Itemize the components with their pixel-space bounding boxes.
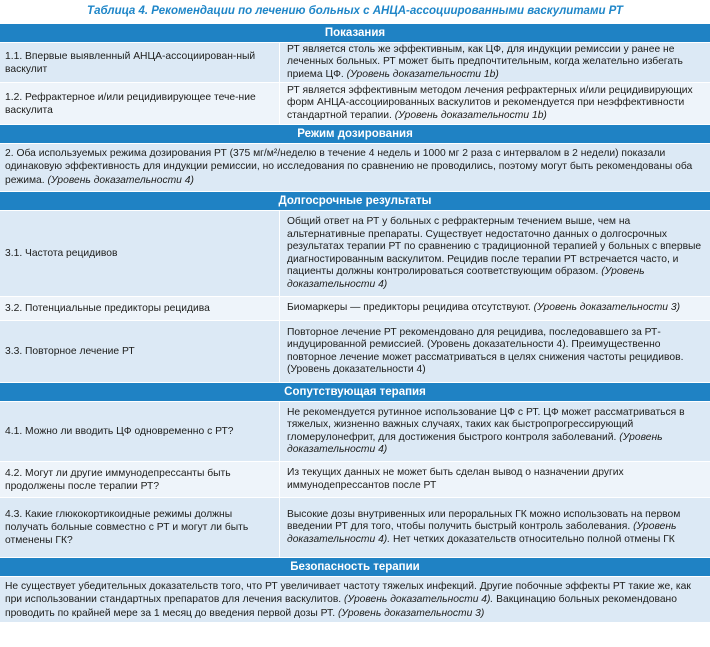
row-content: Не рекомендуется рутинное использование ЦФ с РТ. ЦФ может рассматриваться в тяжелых, жизненно важных случаях, таких как быстропрогрессирующий гломерулонефрит, для достижения быстрого контроля заболеваний. (Уровень доказательности 4)	[287, 406, 685, 455]
row-label: 4.2. Могут ли другие иммунодепрессанты быть продолжены после терапии РТ?	[0, 462, 280, 497]
row-label: 1.2. Рефрактерное и/или рецидивирующее тече-ние васкулита	[0, 83, 280, 124]
table-row	[0, 144, 710, 192]
evidence-level: (Уровень доказательности 3)	[533, 302, 681, 314]
section-header-concomitant: Сопутствующая терапия	[0, 383, 710, 402]
table-row	[0, 83, 710, 125]
table-row	[0, 43, 710, 83]
row-label: 3.2. Потенциальные предикторы рецидива	[0, 297, 280, 320]
section-header-long-term: Долгосрочные результаты	[0, 192, 710, 211]
row-content: Биомаркеры — предикторы рецидива отсутствуют. (Уровень доказательности 3)	[287, 302, 681, 314]
row-label: 4.3. Какие глюкокортикоидные режимы должны получать больные совместно с РТ и могут ли быть отменены ГК?	[0, 498, 280, 557]
row-label: 3.3. Повторное лечение РТ	[0, 321, 280, 382]
evidence-level: (Уровень доказательности 1b)	[346, 68, 499, 80]
row-content: Не существует убедительных доказательств того, что РТ увеличивает частоту тяжелых инфекций. Другие побочные эффекты РТ такие же, как при использовании стандартных препаратов для лечения васкулитов. (Уровень доказательности 4). Вакцинацию больных рекомендовано проводить по крайней мере за 1 месяц до введения первой дозы РТ. (Уровень доказательности 3)	[5, 581, 691, 619]
row-label: 1.1. Впервые выявленный АНЦА-ассоциирован-ный васкулит	[0, 43, 280, 82]
row-content: 2. Оба используемых режима дозирования РТ (375 мг/м²/неделю в течение 4 недель и 1000 мг 2 раза с интервалом в 2 недели) показали одинаковую эффективность для индукции ремиссии, но исследования по сравнению не проводились, поэтому могут быть рекомендованы оба режима. (Уровень доказательности 4)	[5, 148, 693, 186]
table-row	[0, 321, 710, 383]
section-header-safety: Безопасность терапии	[0, 558, 710, 577]
evidence-level: (Уровень доказательности 4).	[344, 594, 494, 606]
table-row	[0, 577, 710, 623]
row-content: Общий ответ на РТ у больных с рефрактерным течением выше, чем на альтернативные препараты. Существует недостаточно данных о долгосрочных результатах терапии РТ по сравнению с традиционной терапией у больных с впервые диагностированным васкулитом. Рецидив после терапии РТ встречается часто, и пациенты должны контролироваться соответствующим образом. (Уровень доказательности 4)	[287, 216, 702, 290]
section-header-indications: Показания	[0, 24, 710, 43]
row-content: РТ является столь же эффективным, как ЦФ, для индукции ремиссии у ранее не леченных больных. РТ может быть предпочтительным, когда желательно избегать приема ЦФ. (Уровень доказательности 1b)	[287, 43, 683, 80]
row-label: 3.1. Частота рецидивов	[0, 211, 280, 296]
table-row	[0, 498, 710, 558]
evidence-level: (Уровень доказательности 4)	[287, 266, 645, 290]
row-content: Из текущих данных не может быть сделан вывод о назначении других иммунодепрессантов после РТ	[287, 467, 624, 491]
table-row	[0, 402, 710, 462]
evidence-level: (Уровень доказательности 4)	[47, 174, 194, 186]
row-label: 4.1. Можно ли вводить ЦФ одновременно с РТ?	[0, 402, 280, 461]
section-header-dosing: Режим дозирования	[0, 125, 710, 144]
row-content: Высокие дозы внутривенных или пероральных ГК можно использовать на первом введении РТ для того, чтобы получить быстрый контроль заболевания. (Уровень доказательности 4). Нет четких доказательств относительно полной отмены ГК	[287, 508, 681, 545]
table-row	[0, 462, 710, 498]
row-content: Повторное лечение РТ рекомендовано для рецидива, последовавшего за РТ-индуцированной ремиссией. (Уровень доказательности 4). Преимущественно повторное лечение может рассматриваться в целях снижения частоты рецидивов. (Уровень доказательности 4)	[287, 326, 684, 375]
evidence-level: (Уровень доказательности 3)	[337, 607, 485, 619]
table-title: Таблица 4. Рекомендации по лечению больных с АНЦА-ассоциированными васкулитами РТ	[87, 5, 623, 17]
evidence-level: (Уровень доказательности 4)	[287, 431, 663, 455]
table-row	[0, 297, 710, 321]
row-content: РТ является эффективным методом лечения рефрактерных и/или рецидивирующих форм АНЦА-ассоциированных васкулитов и рекомендуется при неэффективности стандартной терапии. (Уровень доказательности 1b)	[287, 84, 693, 121]
evidence-level: (Уровень доказательности 1b)	[394, 109, 547, 121]
evidence-level: (Уровень доказательности 4).	[287, 521, 677, 545]
table-row	[0, 211, 710, 297]
